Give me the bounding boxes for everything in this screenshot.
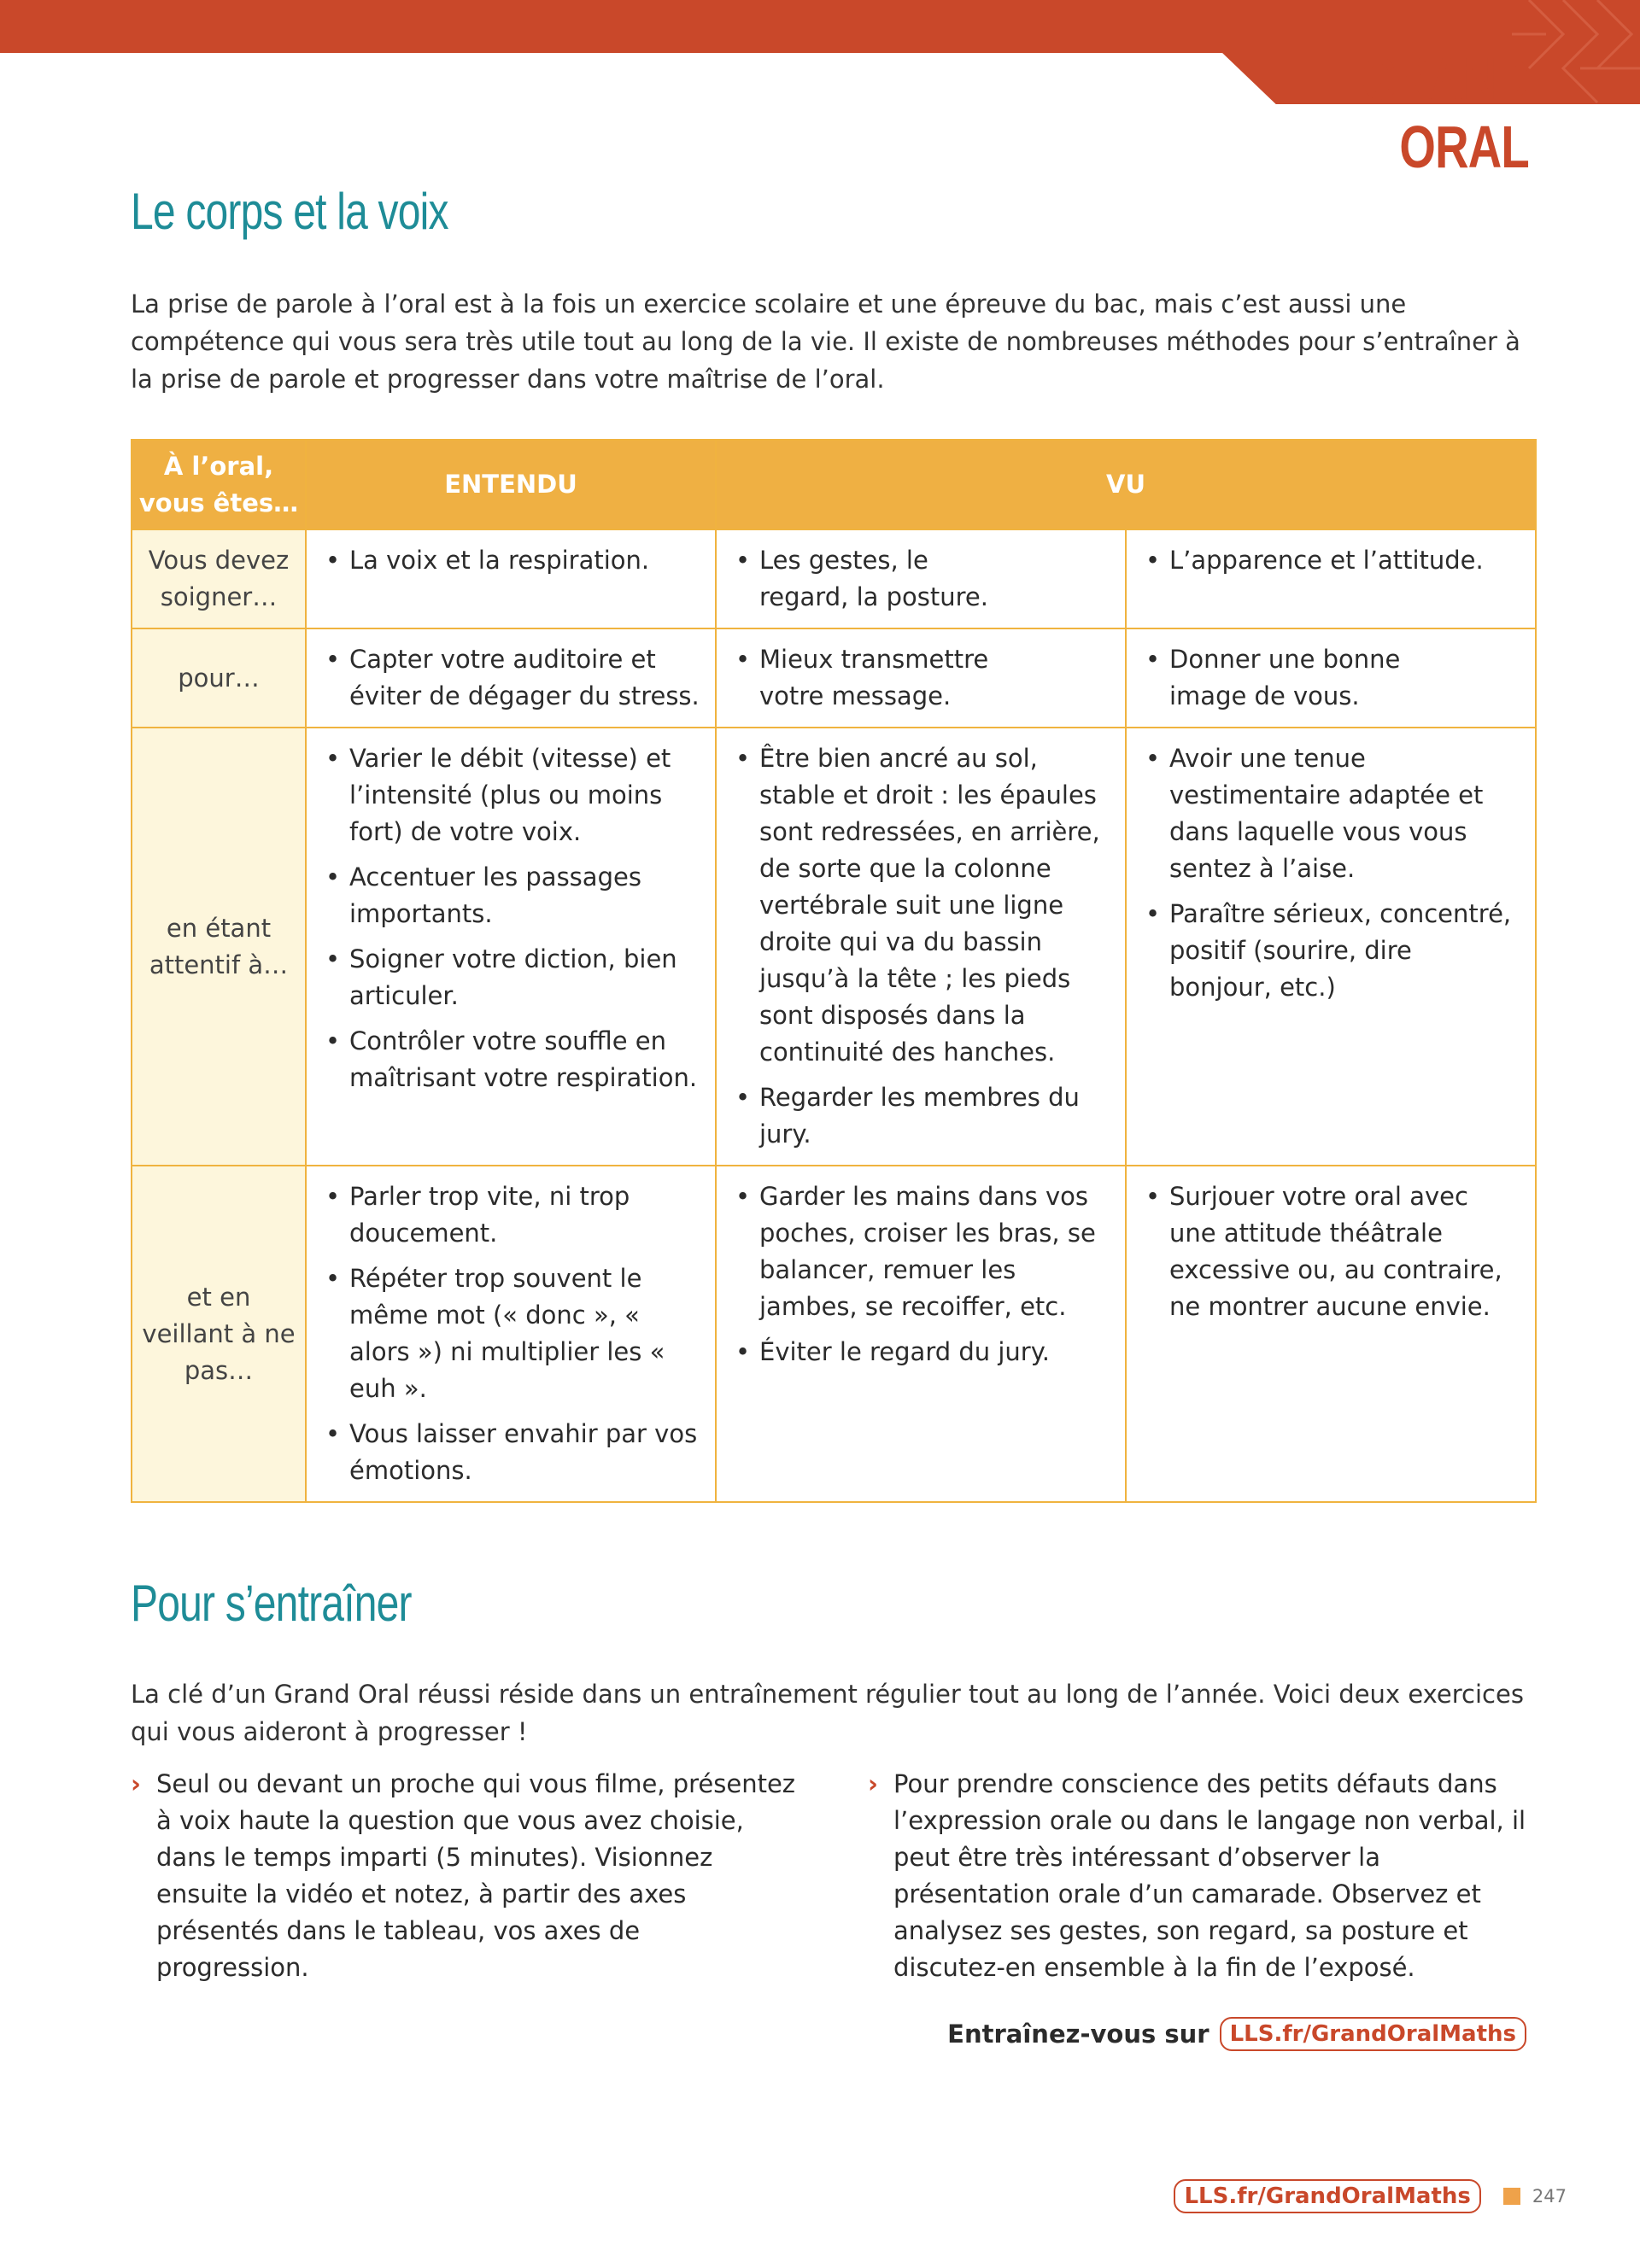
list-item: • Regarder les membres du jury. — [732, 1079, 1111, 1153]
table-cell — [306, 529, 716, 628]
list-item: • Contrôler votre souffle en maîtrisant votre respiration. — [322, 1023, 701, 1096]
table-row — [132, 628, 1536, 728]
list-item: • Vous laisser envahir par vos émotions. — [322, 1416, 701, 1489]
table-cell — [716, 529, 1126, 628]
table-cell — [306, 628, 716, 728]
table-cell — [716, 628, 1126, 728]
list-item: • Donner une bonne image de vous. — [1142, 641, 1475, 715]
list-item: • Mieux transmettre votre message. — [732, 641, 1057, 715]
table-cell — [1126, 628, 1536, 728]
exercise-text: Seul ou devant un proche qui vous filme, présentez à voix haute la question que vous avez choisie, dans le temps imparti (5 minutes). Visionnez ensuite la vidéo et notez, à partir des axes présentés dans le tableau, vos axes de progression. — [156, 1769, 796, 1982]
exercise-item — [868, 1766, 1543, 1986]
table-corner-header: À l’oral, vous êtes… — [132, 440, 306, 529]
list-item: • Être bien ancré au sol, stable et droit : les épaules sont redressées, en arrière, de sorte que la colonne vertébrale suit une ligne droite qui va du bassin jusqu’à la tête ; les pieds sont disposés dans la continuité des hanches. — [732, 740, 1111, 1071]
practice-label: Entraînez-vous sur — [947, 2020, 1210, 2049]
list-item: • Répéter trop souvent le même mot (« donc », « alors ») ni multiplier les « euh ». — [322, 1260, 701, 1407]
table-cell — [1126, 1166, 1536, 1502]
list-item: • Accentuer les passages importants. — [322, 859, 701, 932]
footer-link[interactable]: LLS.fr/GrandOralMaths — [1174, 2179, 1480, 2213]
top-banner — [0, 0, 1230, 53]
list-item: • Avoir une tenue vestimentaire adaptée et dans laquelle vous vous sentez à l’aise. — [1142, 740, 1521, 887]
list-item: • Paraître sérieux, concentré, positif (sourire, dire bonjour, etc.) — [1142, 896, 1521, 1006]
exercise-text: Pour prendre conscience des petits défauts dans l’expression orale ou dans le langage non verbal, il peut être très intéressant d’observer la présentation orale d’un camarade. Observez et analysez ses gestes, son regard, sa posture et discutez-en ensemble à la fin de l’exposé. — [893, 1769, 1526, 1982]
page-number: 247 — [1532, 2186, 1567, 2207]
list-item: • Varier le débit (vitesse) et l’intensité (plus ou moins fort) de votre voix. — [322, 740, 701, 850]
table-row — [132, 529, 1536, 628]
intro-paragraph: La clé d’un Grand Oral réussi réside dans un entraînement régulier tout au long de l’année. Voici deux exercices qui vous aideront à progresser ! — [131, 1680, 1524, 1746]
column-header-entendu: ENTENDU — [306, 440, 716, 529]
oral-skills-table — [131, 439, 1537, 1503]
table-cell — [716, 728, 1126, 1166]
section-label: GRAND ORAL — [1361, 45, 1529, 180]
practice-link[interactable]: LLS.fr/GrandOralMaths — [1220, 2017, 1526, 2051]
table-cell — [306, 728, 716, 1166]
table-header-row — [132, 440, 1536, 529]
table-row — [132, 1166, 1536, 1502]
table-cell — [716, 1166, 1126, 1502]
chevron-right-icon: › — [131, 1769, 141, 1798]
exercise-item — [131, 1766, 797, 1986]
list-item: • Éviter le regard du jury. — [732, 1334, 1111, 1371]
row-header: et en veillant à ne pas… — [132, 1166, 306, 1502]
list-item: • Capter votre auditoire et éviter de dégager du stress. — [322, 641, 701, 715]
page-footer — [1174, 2179, 1567, 2213]
table-cell — [306, 1166, 716, 1502]
section-title: Pour s’entraîner — [131, 1575, 412, 1632]
table-cell — [1126, 529, 1536, 628]
list-item: • L’apparence et l’attitude. — [1142, 542, 1521, 579]
chevron-right-icon: › — [868, 1769, 878, 1798]
row-header: Vous devez soigner… — [132, 529, 306, 628]
list-item: • Soigner votre diction, bien articuler. — [322, 941, 701, 1014]
row-header: en étant attentif à… — [132, 728, 306, 1166]
geometric-pattern-icon — [1512, 0, 1640, 104]
practice-callout — [947, 2017, 1526, 2051]
list-item: • Parler trop vite, ni trop doucement. — [322, 1178, 701, 1252]
list-item: • La voix et la respiration. — [322, 542, 701, 579]
list-item: • Les gestes, le regard, la posture. — [732, 542, 1014, 616]
page-marker-icon — [1503, 2188, 1520, 2205]
section-title: Le corps et la voix — [131, 183, 448, 240]
column-header-vu: VU — [716, 440, 1536, 529]
table-row — [132, 728, 1536, 1166]
row-header: pour… — [132, 628, 306, 728]
list-item: • Surjouer votre oral avec une attitude théâtrale excessive ou, au contraire, ne montrer aucune envie. — [1142, 1178, 1521, 1325]
intro-paragraph: La prise de parole à l’oral est à la fois un exercice scolaire et une épreuve du bac, mais c’est aussi une compétence qui vous sera très utile tout au long de la vie. Il existe de nombreuses méthodes pour s’entraîner à la prise de parole et progresser dans votre maîtrise de l’oral. — [131, 289, 1520, 394]
list-item: • Garder les mains dans vos poches, croiser les bras, se balancer, remuer les jambes, se recoiffer, etc. — [732, 1178, 1111, 1325]
table-cell — [1126, 728, 1536, 1166]
